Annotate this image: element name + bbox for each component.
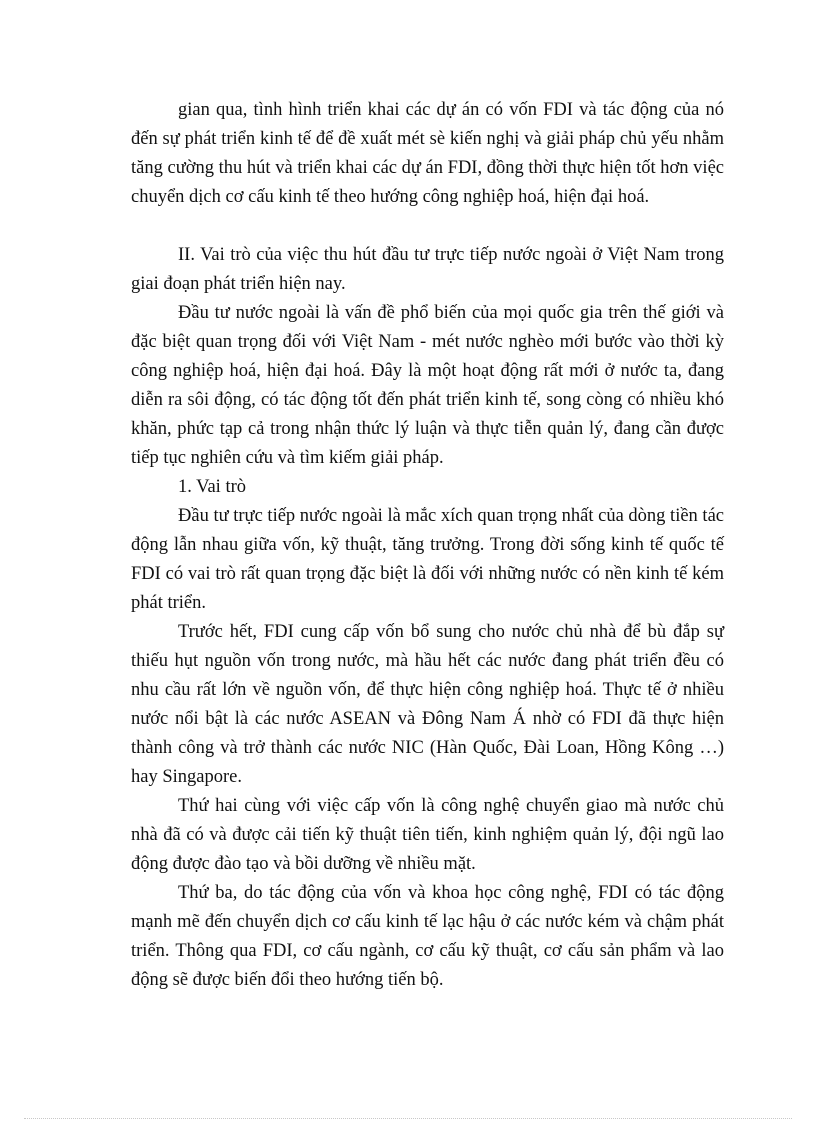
paragraph-intro-continuation: gian qua, tình hình triển khai các dự án có vốn FDI và tác động của nó đến sự phát triển kinh tế để đề xuất mét sè kiến nghị và giải pháp chủ yếu nhằm tăng cường thu hút và triển khai các dự án FDI, đồng thời thực hiện tốt hơn việc chuyển dịch cơ cấu kinh tế theo hướng công nghiệp hoá, hiện đại hoá. (131, 100, 724, 207)
paragraph-third-structure: Thứ ba, do tác động của vốn và khoa học công nghệ, FDI có tác động mạnh mẽ đến chuyển dịch cơ cấu kinh tế lạc hậu ở các nước kém và chậm phát triển. Thông qua FDI, cơ cấu ngành, cơ cấu kỹ thuật, cơ cấu sản phẩm và lao động sẽ được biến đổi theo hướng tiến bộ. (131, 883, 724, 990)
paragraph-second-technology: Thứ hai cùng với việc cấp vốn là công nghệ chuyển giao mà nước chủ nhà đã có và được cải tiến kỹ thuật tiên tiến, kinh nghiệm quản lý, đội ngũ lao động được đào tạo và bồi dưỡng về nhiều mặt. (131, 796, 724, 874)
subsection-heading-role: 1. Vai trò (178, 477, 247, 497)
paragraph-foreign-investment-overview: Đầu tư nước ngoài là vấn đề phổ biến của mọi quốc gia trên thế giới và đặc biệt quan trọng đối với Việt Nam - mét nước nghèo mới bước vào thời kỳ công nghiệp hoá, hiện đại hoá. Đây là một hoạt động rất mới ở nước ta, đang diễn ra sôi động, có tác động tốt đến phát triển kinh tế, song còng có nhiều khó khăn, phức tạp cả trong nhận thức lý luận và thực tiễn quản lý, đang cần được tiếp tục nghiên cứu và tìm kiếm giải pháp. (131, 303, 724, 468)
paragraph-fdi-role: Đầu tư trực tiếp nước ngoài là mắc xích quan trọng nhất của dòng tiền tác động lẫn nhau giữa vốn, kỹ thuật, tăng trưởng. Trong đời sống kinh tế quốc tế FDI có vai trò rất quan trọng đặc biệt là đối với những nước có nền kinh tế kém phát triển. (131, 506, 724, 613)
paragraph-first-capital: Trước hết, FDI cung cấp vốn bổ sung cho nước chủ nhà để bù đắp sự thiếu hụt nguồn vốn trong nước, mà hầu hết các nước đang phát triển đều có nhu cầu rất lớn về nguồn vốn, để thực hiện công nghiệp hoá. Thực tế ở nhiều nước nổi bật là các nước ASEAN và Đông Nam Á nhờ có FDI đã thực hiện thành công và trở thành các nước NIC (Hàn Quốc, Đài Loan, Hồng Kông …) hay Singapore. (131, 622, 724, 787)
footer-divider (24, 1118, 792, 1119)
document-body (131, 96, 724, 995)
section-heading-ii: II. Vai trò của việc thu hút đầu tư trực tiếp nước ngoài ở Việt Nam trong giai đoạn phát triển hiện nay. (131, 245, 724, 294)
